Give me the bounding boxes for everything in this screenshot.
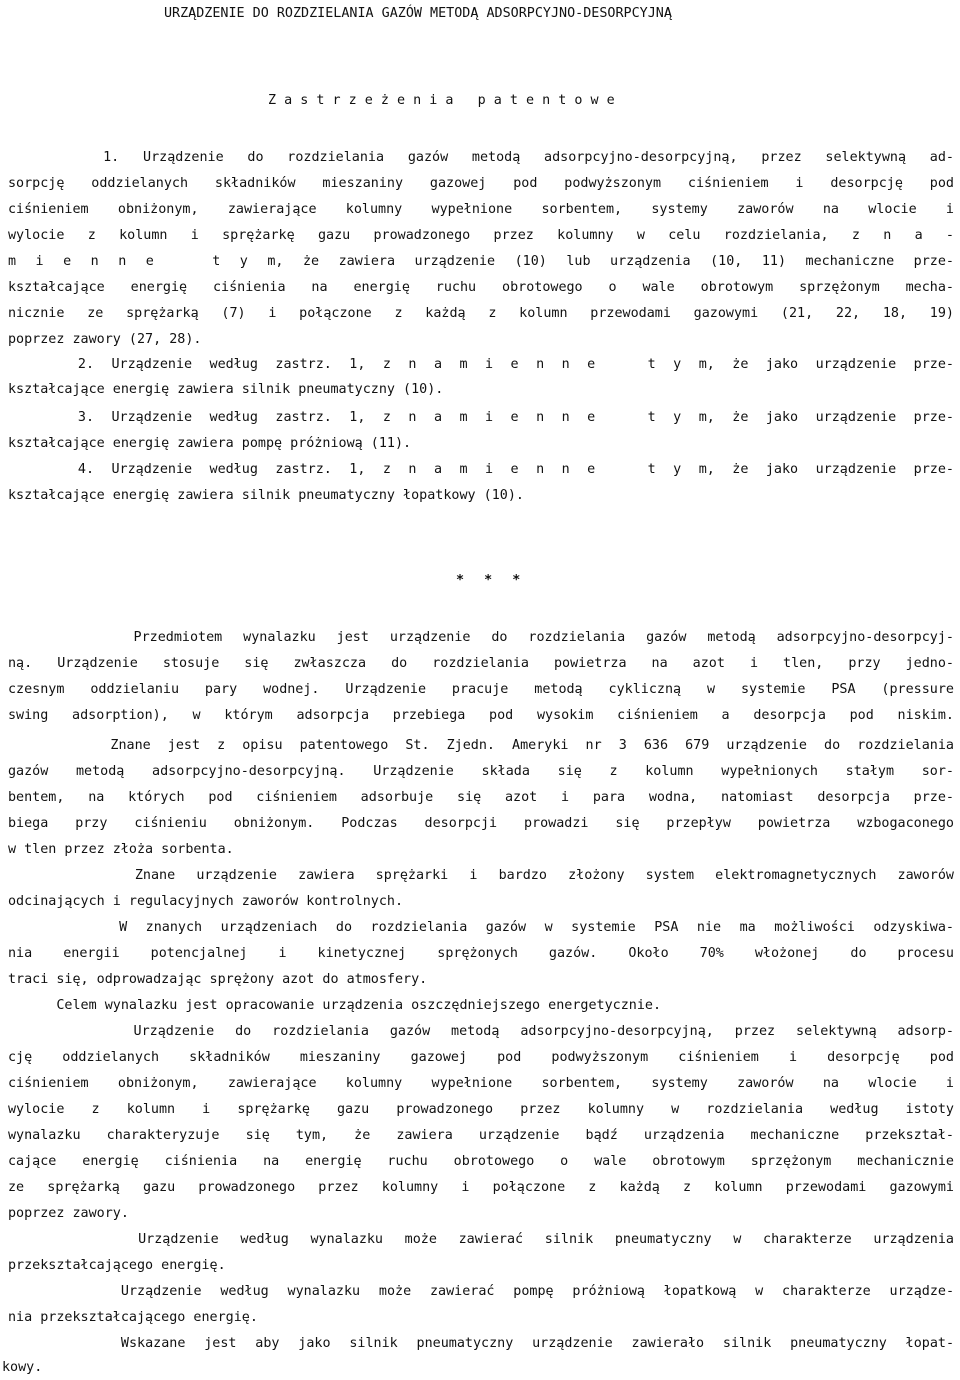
description-line: cję oddzielanych składników mieszaniny gazowej pod podwyższonym ciśnieniem i desorpcję pod: [8, 1050, 954, 1065]
claim-3-line: 3. Urządzenie według zastrz. 1, z n a m i e n n e t y m, że jako urządzenie prze-: [8, 410, 954, 425]
claim-3-line: kształcające energię zawiera pompę próżniową (11).: [8, 436, 412, 451]
claim-4-line: 4. Urządzenie według zastrz. 1, z n a m i e n n e t y m, że jako urządzenie prze-: [8, 462, 954, 477]
description-line: cające energię ciśnienia na energię ruchu obrotowego o wale obrotowym sprzężonym mechanicznie: [8, 1154, 954, 1169]
description-line: nia przekształcającego energię.: [8, 1310, 258, 1325]
description-line: Wskazane jest aby jako silnik pneumatyczny urządzenie zawierało silnik pneumatyczny łopat-: [8, 1336, 954, 1351]
description-line: nia energii potencjalnej i kinetycznej sprężonych gazów. Około 70% włożonej do procesu: [8, 946, 954, 961]
section-separator: * * *: [456, 573, 527, 588]
description-line: Znane urządzenie zawiera sprężarki i bardzo złożony system elektromagnetycznych zaworów: [8, 868, 954, 883]
description-line: wylocie z kolumn i sprężarkę gazu prowadzonego przez kolumny w rozdzielania według istoty: [8, 1102, 954, 1117]
description-line: Przedmiotem wynalazku jest urządzenie do rozdzielania gazów metodą adsorpcyjno-desorpcyj-: [8, 630, 954, 645]
claim-1-line: poprzez zawory (27, 28).: [8, 332, 202, 347]
description-line: biega przy ciśnieniu obniżonym. Podczas desorpcji prowadzi się przepływ powietrza wzbogaconego: [8, 816, 954, 831]
claim-1-line: kształcające energię ciśnienia na energię ruchu obrotowego o wale obrotowym sprzężonym mecha-: [8, 280, 954, 295]
description-line: traci się, odprowadzając sprężony azot do atmosfery.: [8, 972, 428, 987]
description-line: czesnym oddzielaniu pary wodnej. Urządzenie pracuje metodą cykliczną w systemie PSA (pressure: [8, 682, 954, 697]
description-line: gazów metodą adsorpcyjno-desorpcyjną. Urządzenie składa się z kolumn wypełnionych stałym sor-: [8, 764, 954, 779]
claim-1-line: ciśnieniem obniżonym, zawierające kolumny wypełnione sorbentem, systemy zaworów na wlocie i: [8, 202, 954, 217]
claim-1-line: nicznie ze sprężarką (7) i połączone z każdą z kolumn przewodami gazowymi (21, 22, 18, 19): [8, 306, 954, 321]
description-line: Urządzenie według wynalazku może zawierać pompę próżniową łopatkową w charakterze urządze-: [8, 1284, 954, 1299]
description-line: wynalazku charakteryzuje się tym, że zawiera urządzenie bądź urządzenia mechaniczne przekształ-: [8, 1128, 954, 1143]
description-line: poprzez zawory.: [8, 1206, 129, 1221]
description-line: ciśnieniem obniżonym, zawierające kolumny wypełnione sorbentem, systemy zaworów na wlocie i: [8, 1076, 954, 1091]
claim-2-line: 2. Urządzenie według zastrz. 1, z n a m i e n n e t y m, że jako urządzenie prze-: [8, 357, 954, 372]
description-line: ną. Urządzenie stosuje się zwłaszcza do rozdzielania powietrza na azot i tlen, przy jedno-: [8, 656, 954, 671]
description-line: swing adsorption), w którym adsorpcja przebiega pod wysokim ciśnieniem a desorpcja pod niskim.: [8, 708, 954, 723]
description-line: Celem wynalazku jest opracowanie urządzenia oszczędniejszego energetycznie.: [8, 998, 662, 1013]
description-line: przekształcającego energię.: [8, 1258, 226, 1273]
description-line: Urządzenie według wynalazku może zawierać silnik pneumatyczny w charakterze urządzenia: [8, 1232, 954, 1247]
claims-heading: Z a s t r z e ż e n i a p a t e n t o w e: [268, 93, 615, 108]
claim-1-line: 1. Urządzenie do rozdzielania gazów metodą adsorpcyjno-desorpcyjną, przez selektywną ad-: [8, 150, 954, 165]
description-line: w tlen przez złoża sorbenta.: [8, 842, 234, 857]
description-line: ze sprężarką gazu prowadzonego przez kolumny i połączone z każdą z kolumn przewodami gazowymi: [8, 1180, 954, 1195]
claim-1-line: wylocie z kolumn i sprężarkę gazu prowadzonego przez kolumny w celu rozdzielania, z n a -: [8, 228, 954, 243]
description-line: Znane jest z opisu patentowego St. Zjedn. Ameryki nr 3 636 679 urządzenie do rozdzielania: [8, 738, 954, 753]
claim-4-line: kształcające energię zawiera silnik pneumatyczny łopatkowy (10).: [8, 488, 524, 503]
description-line: kowy.: [2, 1360, 43, 1375]
description-line: bentem, na których pod ciśnieniem adsorbuje się azot i para wodna, natomiast desorpcja prze-: [8, 790, 954, 805]
claim-1-line: sorpcję oddzielanych składników mieszaniny gazowej pod podwyższonym ciśnieniem i desorpcję pod: [8, 176, 954, 191]
description-line: Urządzenie do rozdzielania gazów metodą adsorpcyjno-desorpcyjną, przez selektywną adsorp-: [8, 1024, 954, 1039]
description-line: odcinających i regulacyjnych zaworów kontrolnych.: [8, 894, 404, 909]
claim-2-line: kształcające energię zawiera silnik pneumatyczny (10).: [8, 382, 444, 397]
document-title: URZĄDZENIE DO ROZDZIELANIA GAZÓW METODĄ ADSORPCYJNO-DESORPCYJNĄ: [164, 6, 672, 21]
description-line: W znanych urządzeniach do rozdzielania gazów w systemie PSA nie ma możliwości odzyskiwa-: [8, 920, 954, 935]
claim-1-line: m i e n n e t y m, że zawiera urządzenie (10) lub urządzenia (10, 11) mechaniczne prze-: [8, 254, 954, 269]
